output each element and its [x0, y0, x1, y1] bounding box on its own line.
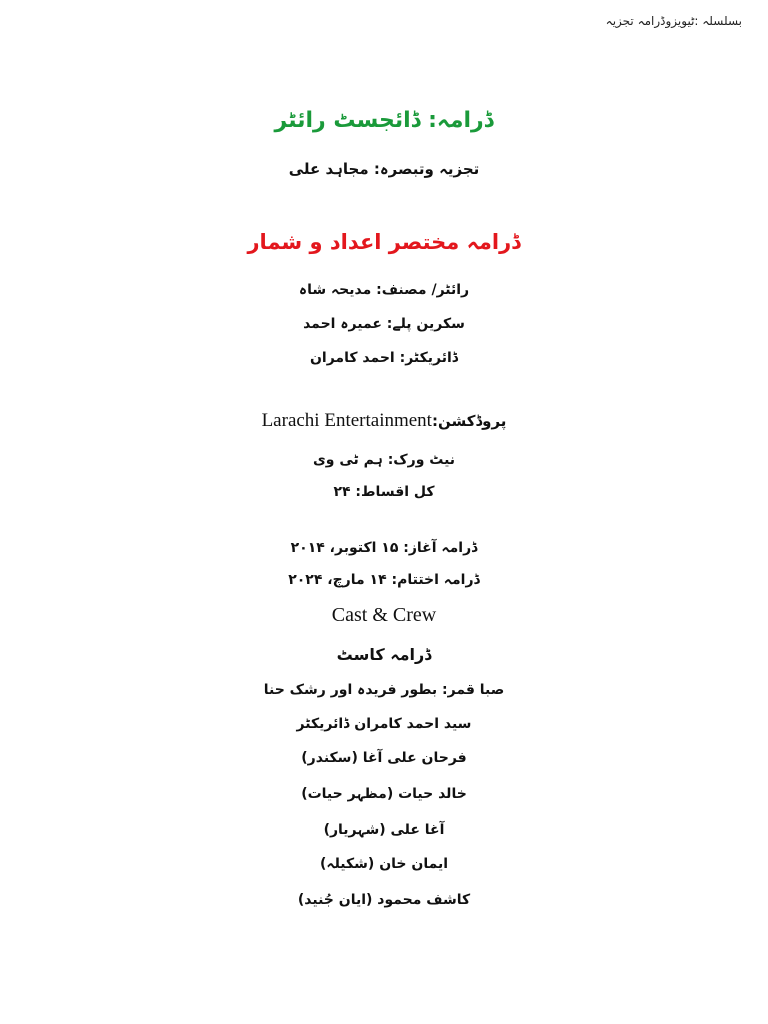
production-line: [0, 410, 768, 432]
screenplay-line: سکرین پلے: عمیرہ احمد: [303, 316, 465, 332]
director-line: ڈائریکٹر: احمد کامران: [309, 350, 459, 366]
reviewer-line: تجزیہ وتبصرہ: مجاہد علی: [288, 160, 480, 178]
network-line: نیٹ ورک: ہم ٹی وی: [312, 452, 456, 468]
stats-heading: ڈرامہ مختصر اعداد و شمار: [247, 230, 521, 254]
end-date-line: ڈرامہ اختتام: ۱۴ مارچ، ۲۰۲۴: [288, 572, 480, 588]
cast-crew-label: Cast & Crew: [331, 604, 437, 626]
writer-line: رائٹر/ مصنف: مدیحہ شاہ: [298, 282, 470, 298]
cast-member: صبا قمر: بطور فریدہ اور رشک حنا: [263, 682, 505, 698]
cast-member: سید احمد کامران ڈائریکٹر: [296, 716, 472, 732]
cast-heading: ڈرامہ کاسٹ: [336, 645, 432, 664]
cast-member: فرحان علی آغا (سکندر): [301, 750, 467, 766]
episodes-line: کل اقساط: ۲۴: [333, 484, 435, 500]
start-date-line: ڈرامہ آغاز: ۱۵ اکتوبر، ۲۰۱۴: [290, 540, 478, 556]
production-value: Larachi Entertainment: [261, 410, 432, 431]
cast-member: کاشف محمود (ایان جُنید): [297, 892, 471, 908]
series-note: بسلسلہ :ٹیویزوڈرامہ تجزیہ: [605, 14, 742, 28]
production-label: پروڈکشن:: [431, 412, 507, 430]
cast-member: آغا علی (شہریار): [323, 822, 445, 838]
cast-member: خالد حیات (مظہر حیات): [301, 786, 467, 802]
cast-member: ایمان خان (شکیلہ): [319, 856, 449, 872]
drama-title: ڈرامہ: ڈائجسٹ رائٹر: [274, 108, 494, 133]
